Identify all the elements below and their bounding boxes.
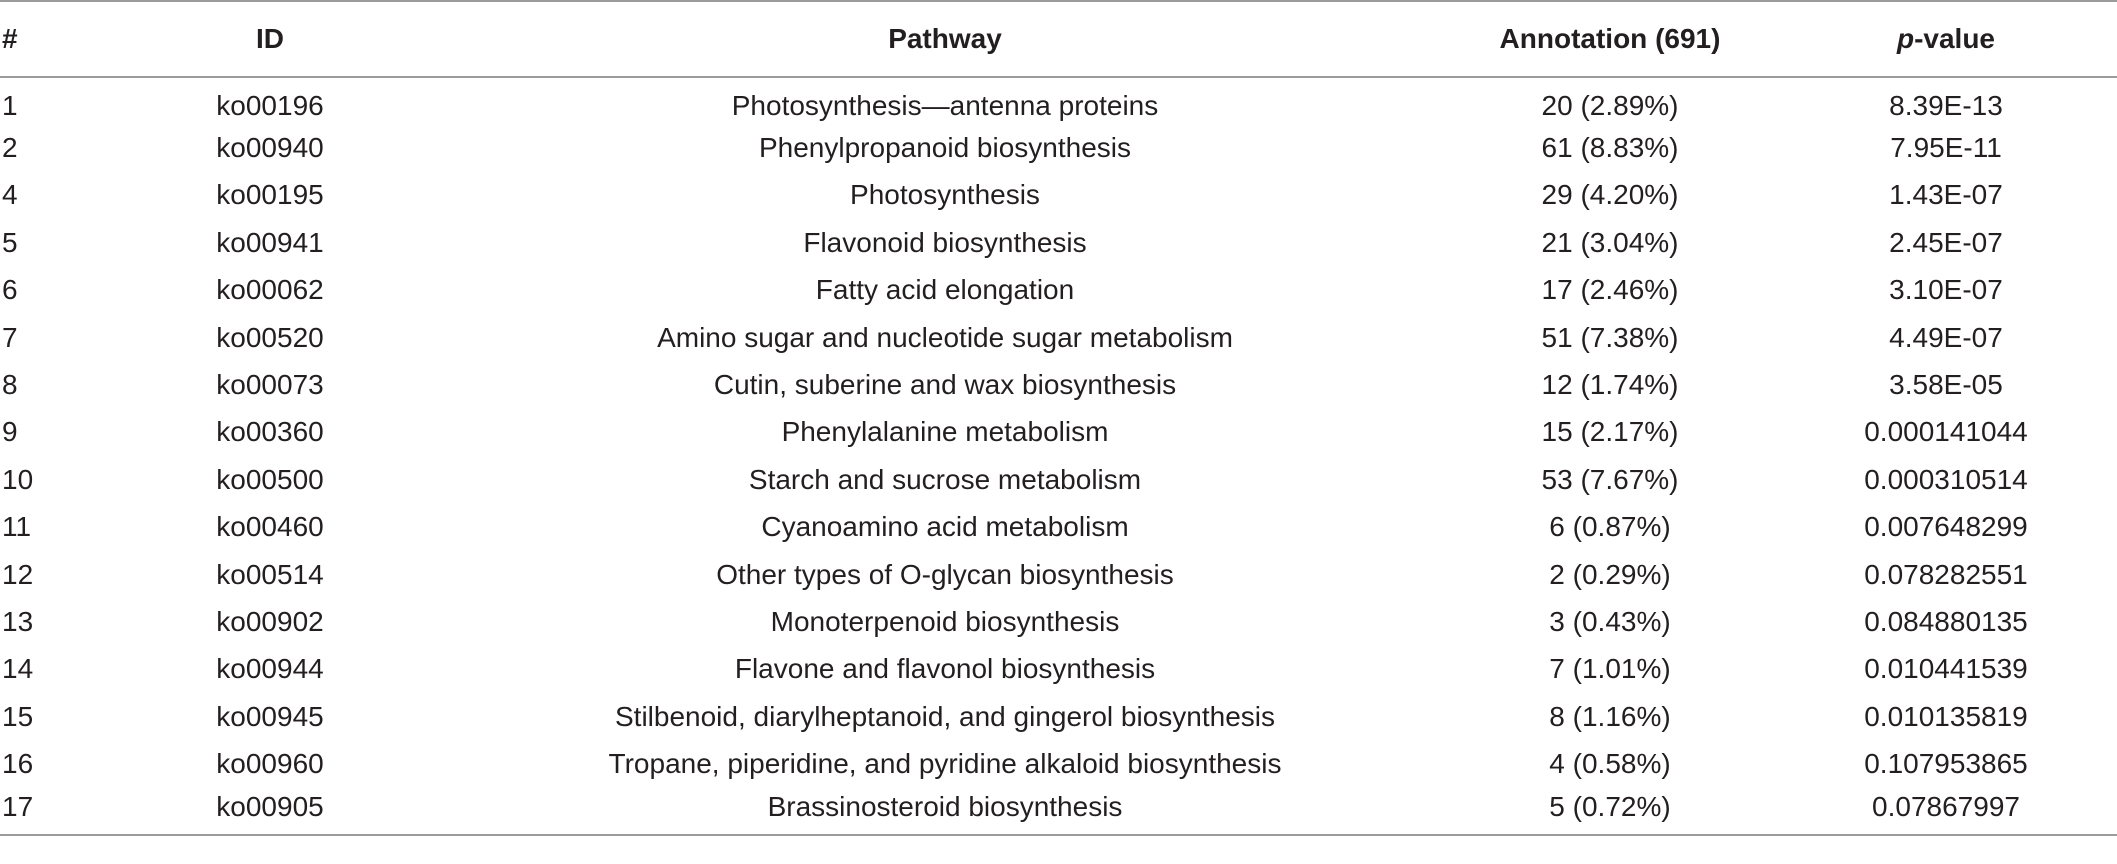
cell-num: 17 [0, 788, 95, 835]
cell-pvalue: 0.000310514 [1864, 463, 2028, 495]
cell-annotation: 2 (0.29%) [1549, 558, 1671, 590]
cell-pathway: Flavonoid biosynthesis [803, 226, 1087, 258]
cell-annotation: 17 (2.46%) [1541, 274, 1679, 306]
table-row [0, 267, 2117, 314]
table-row [0, 740, 2117, 787]
cell-pathway: Other types of O-glycan biosynthesis [716, 558, 1174, 590]
table-row [0, 788, 2117, 835]
header-id: ID [95, 1, 445, 77]
table-row [0, 504, 2117, 551]
table-row [0, 409, 2117, 456]
cell-num: 7 [2, 321, 18, 353]
cell-pathway: Phenylpropanoid biosynthesis [758, 132, 1132, 164]
cell-pvalue: 0.010135819 [1864, 700, 2028, 732]
cell-id: ko00960 [216, 748, 324, 780]
header-row [0, 1, 2117, 77]
cell-id: ko00905 [95, 788, 445, 835]
cell-annotation: 4 (0.58%) [1549, 748, 1671, 780]
cell-pathway: Stilbenoid, diarylheptanoid, and gingerol biosynthesis [615, 700, 1275, 732]
cell-annotation: 21 (3.04%) [1541, 226, 1679, 258]
cell-id: ko00514 [216, 558, 324, 590]
cell-pathway: Flavone and flavonol biosynthesis [734, 653, 1156, 685]
cell-pvalue: 0.078282551 [1864, 558, 2028, 590]
cell-num: 13 [2, 605, 34, 637]
cell-num: 6 [2, 274, 18, 306]
cell-pvalue: 0.107953865 [1864, 748, 2028, 780]
cell-annotation: 51 (7.38%) [1541, 321, 1679, 353]
cell-id: ko00196 [216, 90, 324, 122]
header-pathway: Pathway [445, 1, 1445, 77]
table-row [0, 124, 2117, 171]
cell-pvalue: 2.45E-07 [1889, 226, 2003, 258]
cell-id: ko00902 [216, 605, 324, 637]
cell-annotation: 61 (8.83%) [1541, 132, 1679, 164]
cell-num: 12 [2, 558, 34, 590]
table-row [0, 598, 2117, 645]
cell-pathway: Monoterpenoid biosynthesis [770, 605, 1120, 637]
cell-num: 11 [2, 511, 32, 543]
cell-pathway: Tropane, piperidine, and pyridine alkaloid biosynthesis [608, 748, 1282, 780]
cell-num: 1 [2, 90, 18, 122]
cell-pathway: Brassinosteroid biosynthesis [445, 788, 1445, 835]
cell-pathway: Cyanoamino acid metabolism [761, 511, 1129, 543]
cell-num: 8 [2, 369, 18, 401]
cell-id: ko00520 [216, 321, 324, 353]
cell-annotation: 20 (2.89%) [1541, 90, 1679, 122]
cell-annotation: 5 (0.72%) [1445, 788, 1775, 835]
table-row [0, 77, 2117, 124]
table-header [0, 1, 2117, 77]
cell-annotation: 3 (0.43%) [1549, 605, 1671, 637]
cell-pathway: Starch and sucrose metabolism [748, 463, 1142, 495]
cell-pvalue: 7.95E-11 [1890, 132, 2002, 164]
cell-id: ko00062 [216, 274, 324, 306]
header-pvalue-rest: -value [1914, 23, 1996, 54]
cell-num: 4 [2, 179, 18, 211]
cell-pvalue: 3.10E-07 [1889, 274, 2003, 306]
cell-pvalue: 1.43E-07 [1889, 179, 2003, 211]
table-body [0, 77, 2117, 835]
cell-pathway: Amino sugar and nucleotide sugar metabolism [657, 321, 1233, 353]
cell-id: ko00941 [216, 226, 324, 258]
cell-pathway: Cutin, suberine and wax biosynthesis [713, 369, 1177, 401]
cell-id: ko00500 [216, 463, 324, 495]
cell-pvalue: 3.58E-05 [1889, 369, 2003, 401]
cell-annotation: 12 (1.74%) [1541, 369, 1679, 401]
cell-num: 2 [2, 132, 18, 164]
cell-pathway: Photosynthesis—antenna proteins [731, 90, 1159, 122]
cell-id: ko00460 [216, 511, 324, 543]
cell-pathway: Photosynthesis [850, 179, 1040, 211]
cell-num: 10 [2, 463, 34, 495]
cell-annotation: 29 (4.20%) [1541, 179, 1679, 211]
cell-id: ko00944 [216, 653, 324, 685]
cell-id: ko00073 [216, 369, 324, 401]
table-row [0, 361, 2117, 408]
cell-pvalue: 0.007648299 [1864, 511, 2028, 543]
header-num: # [0, 1, 95, 77]
table-row [0, 456, 2117, 503]
cell-annotation: 53 (7.67%) [1541, 463, 1679, 495]
table-row [0, 646, 2117, 693]
cell-pvalue: 0.07867997 [1775, 788, 2117, 835]
cell-id: ko00940 [216, 132, 324, 164]
table-row [0, 314, 2117, 361]
cell-num: 9 [2, 416, 18, 448]
cell-num: 16 [2, 748, 34, 780]
header-pvalue [1775, 1, 2117, 77]
cell-pathway: Fatty acid elongation [815, 274, 1075, 306]
cell-pvalue: 4.49E-07 [1889, 321, 2003, 353]
cell-id: ko00360 [216, 416, 324, 448]
cell-pvalue: 0.084880135 [1864, 605, 2028, 637]
header-pvalue-italic: p [1896, 23, 1915, 54]
table-row [0, 172, 2117, 219]
cell-annotation: 6 (0.87%) [1549, 511, 1671, 543]
cell-num: 5 [2, 226, 18, 258]
table-row [0, 693, 2117, 740]
cell-id: ko00195 [216, 179, 324, 211]
table-row [0, 551, 2117, 598]
header-annotation: Annotation (691) [1445, 1, 1775, 77]
cell-num: 15 [2, 700, 34, 732]
cell-pvalue: 0.000141044 [1864, 416, 2028, 448]
cell-annotation: 7 (1.01%) [1549, 653, 1671, 685]
cell-annotation: 15 (2.17%) [1541, 416, 1679, 448]
cell-num: 14 [2, 653, 34, 685]
cell-annotation: 8 (1.16%) [1549, 700, 1671, 732]
cell-pvalue: 0.010441539 [1864, 653, 2028, 685]
cell-id: ko00945 [216, 700, 324, 732]
table-row [0, 219, 2117, 266]
cell-pathway: Phenylalanine metabolism [781, 416, 1109, 448]
cell-pvalue: 8.39E-13 [1889, 90, 2003, 122]
